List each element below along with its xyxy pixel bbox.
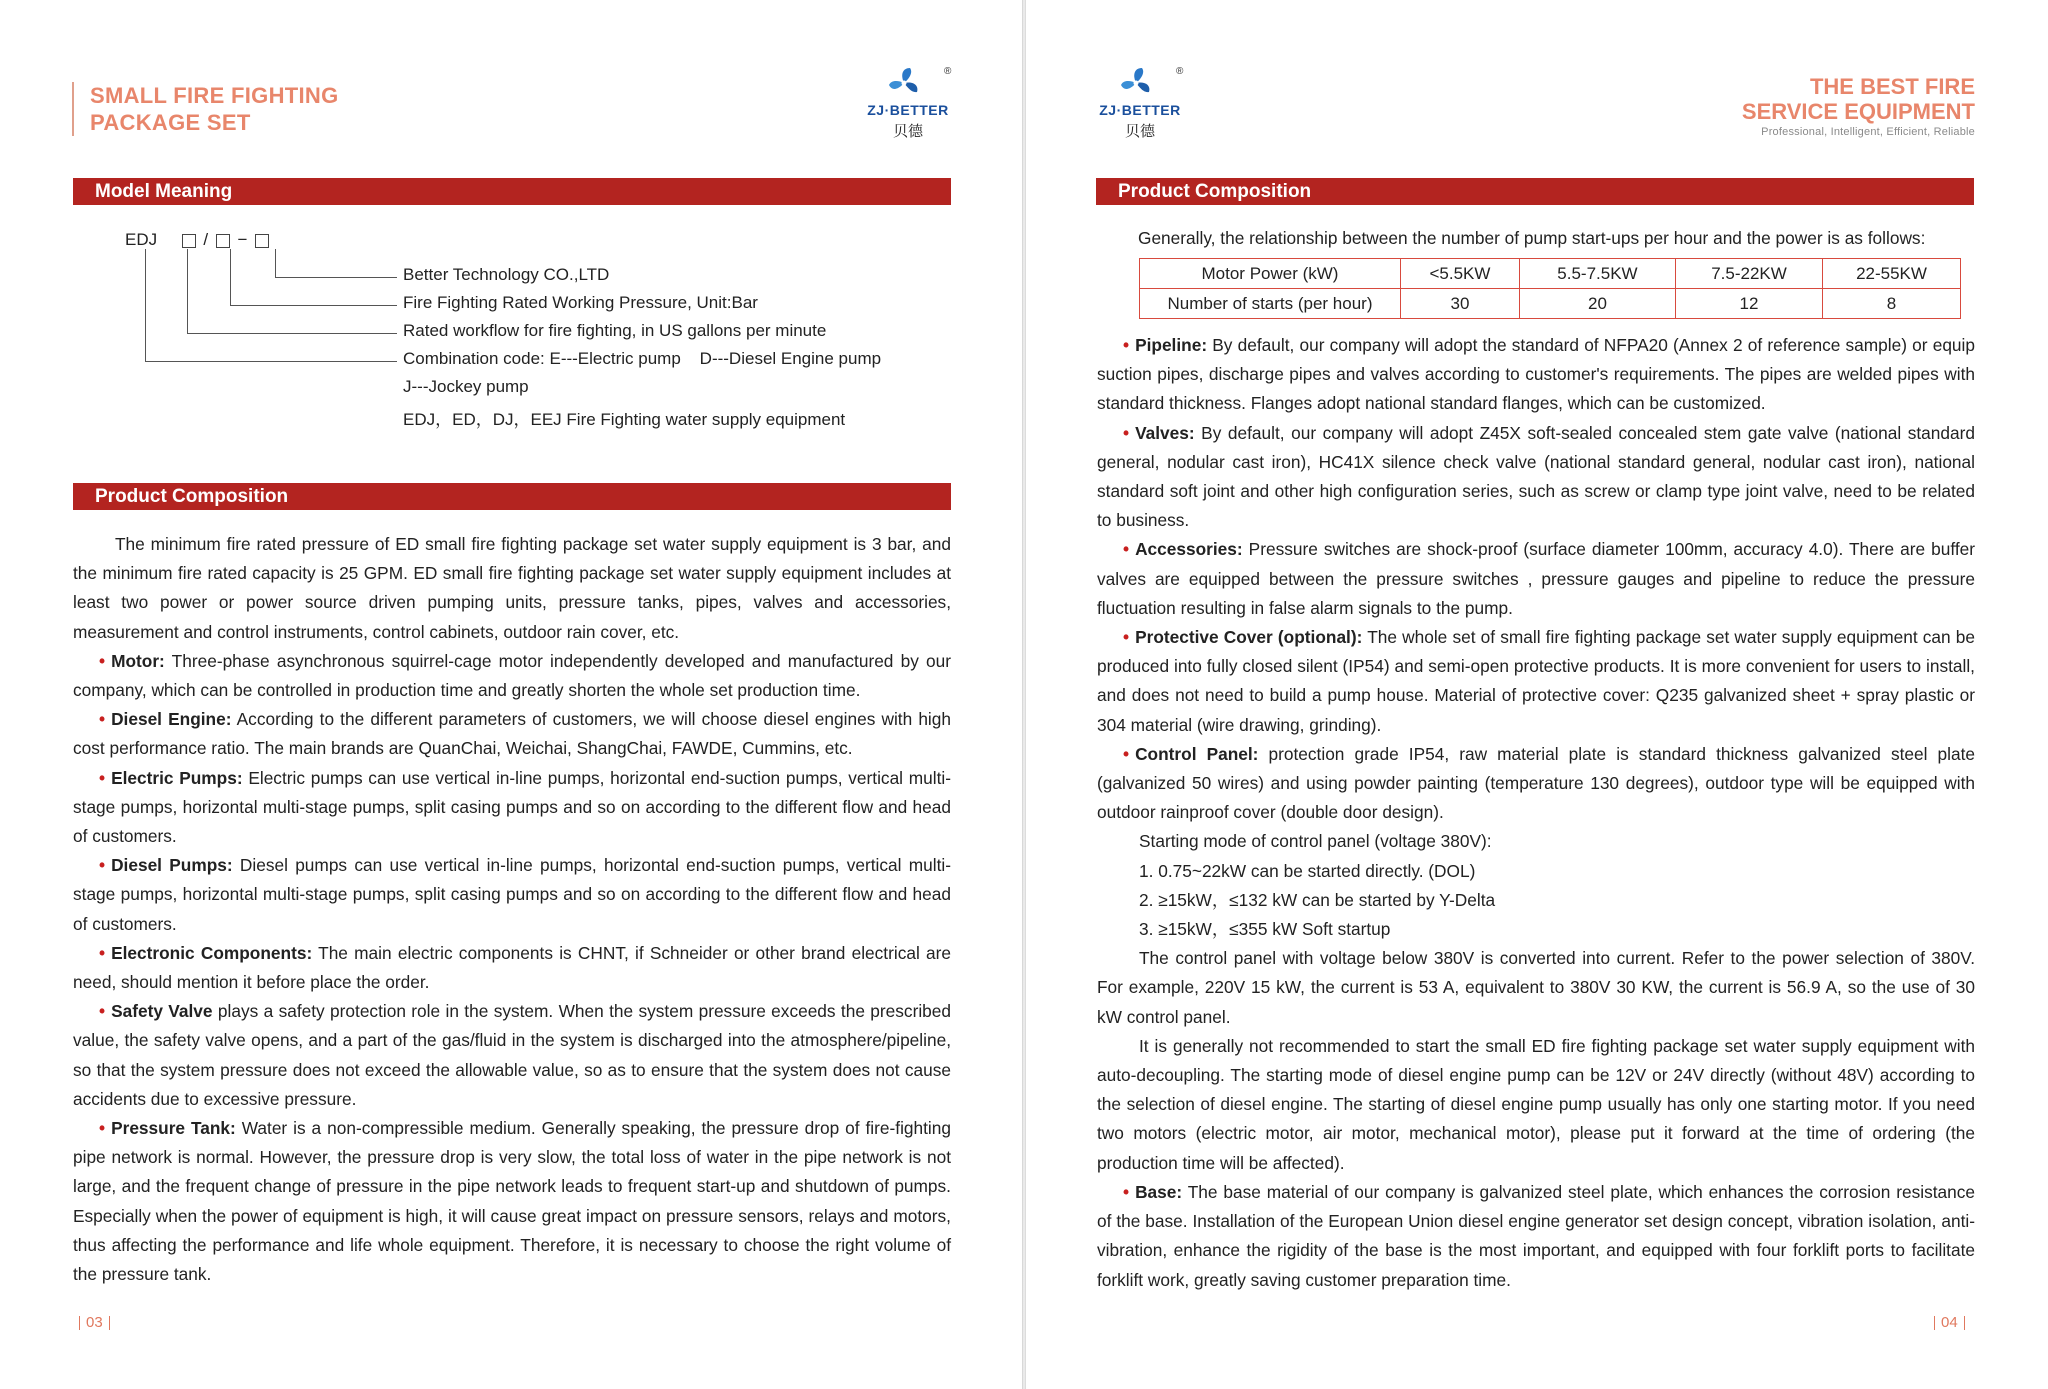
bullet-label: Protective Cover (optional): — [1135, 627, 1363, 648]
bullet-text: The base material of our company is galvanized steel plate, which enhances the corrosion resistance of the base. Installation of the European Union diesel engine generator set design concept, vibration isolation, anti-vibration, enhance the rigidity of the base is the most important, and equipped with four forklift ports to facilitate forklift work, greatly saving customer preparation time. — [1097, 1181, 1975, 1290]
model-label: Combination code: E---Electric pump D---Diesel Engine pump — [403, 349, 882, 368]
bullet-text: By default, our company will adopt Z45X soft-sealed concealed stem gate valve (national standard general, nodular cast iron), HC41X silence check valve (national standard general, nodular cast iron), national standard soft joint and other high configuration series, such as screw or clamp type joint valve, need to be related to business. — [1097, 422, 1975, 531]
paragraph: The control panel with voltage below 380V is converted into current. Refer to the power selection of 380V. For example, 220V 15 kW, the current is 53 A, equivalent to 380V 30 KW, the current is 56.9 A, so the use of 30 kW control panel. — [1097, 948, 1975, 1027]
table-cell: 7.5-22KW — [1676, 259, 1823, 289]
bullet-text: Water is a non-compressible medium. Generally speaking, the pressure drop of fire-fighting pipe network is normal. However, the pressure drop is very slow, the total loss of water in the pipe network is not large, and the frequent change of pressure in the pipe network leads to frequent start-up and shutdown of pumps. Especially when the power of equipment is high, it will cause great impact on pressure sensors, relays and motors, thus affecting the performance and life whole equipment. Therefore, it is necessary to choose the right volume of the pressure tank. — [73, 1118, 951, 1285]
left-body-text — [73, 530, 951, 1289]
bullet-dot-icon: • — [99, 709, 106, 730]
leader-line — [187, 249, 188, 333]
model-label: Better Technology CO.,LTD — [403, 265, 610, 284]
section-bar-model-meaning: Model Meaning — [73, 178, 951, 205]
bullet-item — [73, 647, 951, 705]
bullet-item — [73, 997, 951, 1114]
bullet-item — [73, 939, 951, 997]
table-header-cell: Motor Power (kW) — [1140, 259, 1401, 289]
table-cell: 8 — [1823, 289, 1961, 319]
page-number-value: 04 — [1941, 1314, 1958, 1331]
bullet-item — [1097, 535, 1975, 623]
bullet-label: Electronic Components: — [111, 942, 313, 963]
table-intro: Generally, the relationship between the number of pump start-ups per hour and the power is as follows: — [1138, 228, 1926, 248]
bullet-label: Pipeline: — [1135, 335, 1208, 355]
bullet-item — [73, 764, 951, 852]
bullet-dot-icon: • — [99, 1001, 106, 1022]
power-starts-table — [1139, 258, 1961, 319]
bullet-text: Three-phase asynchronous squirrel-cage motor independently developed and manufactured by our company, which can be controlled in production time and greatly shorten the whole set production time. — [73, 650, 951, 701]
bullet-text: protection grade IP54, raw material plate is standard thickness galvanized steel plate (galvanized 50 wires) and using powder painting (temperature 130 degrees), outdoor type will be equipped with outdoor rainproof cover (double door design). — [1097, 743, 1975, 823]
bullet-text: The main electric components is CHNT, if Schneider or other brand electrical are need, should mention it before place the order. — [73, 942, 951, 993]
logo-brand-cn: 贝德 — [892, 122, 923, 140]
logo-brand: ZJ·BETTER — [867, 102, 949, 118]
bullet-item — [73, 1114, 951, 1289]
table-cell: 22-55KW — [1823, 259, 1961, 289]
page-number — [1928, 1314, 1971, 1331]
fan-logo-icon — [886, 66, 922, 100]
bullet-label: Diesel Pumps: — [111, 855, 233, 876]
leader-line — [275, 277, 397, 278]
model-code-box — [255, 234, 269, 248]
bullet-dot-icon: • — [1123, 1181, 1130, 1202]
header-title-line: THE BEST FIRE — [1809, 74, 1975, 99]
model-code-box — [216, 234, 230, 248]
header-title-line: PACKAGE SET — [90, 110, 251, 135]
leader-line — [230, 249, 231, 305]
bullet-dot-icon: • — [1123, 335, 1130, 355]
leader-line — [230, 305, 397, 306]
start-mode-line: 2. ≥15kW，≤132 kW can be started by Y-Delta — [1139, 889, 1496, 910]
bullet-dot-icon: • — [99, 650, 106, 671]
leader-line — [275, 249, 276, 277]
start-mode-line: Starting mode of control panel (voltage 380V): — [1139, 831, 1492, 852]
section-bar-product-composition: Product Composition — [73, 483, 951, 510]
bullet-dot-icon: • — [1123, 539, 1130, 560]
header-title-line: SMALL FIRE FIGHTING — [90, 83, 339, 108]
bullet-label: Diesel Engine: — [111, 709, 232, 730]
bullet-label: Control Panel: — [1135, 743, 1259, 764]
registered-mark: ® — [1176, 66, 1184, 77]
left-header-title — [72, 82, 339, 136]
bullet-item — [1097, 623, 1975, 740]
table-cell: 30 — [1401, 289, 1520, 319]
model-label: J---Jockey pump — [403, 377, 529, 396]
page-number-value: 03 — [86, 1314, 103, 1331]
table-cell: 5.5-7.5KW — [1519, 259, 1675, 289]
bullet-text: By default, our company will adopt the standard of NFPA20 (Annex 2 of reference sample) or equip suction pipes, discharge pipes and valves according to customer's requirements. The pipes are welded pipes with standard thickness. Flanges adopt national standard flanges, which can be customized. — [1097, 335, 1975, 414]
model-label: EDJ，ED，DJ，EEJ Fire Fighting water supply equipment — [403, 410, 846, 429]
leader-line — [145, 361, 397, 362]
bullet-label: Electric Pumps: — [111, 767, 243, 788]
bullet-dot-icon: • — [99, 1118, 106, 1139]
bullet-item — [1097, 331, 1975, 419]
bullet-text: According to the different parameters of customers, we will choose diesel engines with high cost performance ratio. The main brands are QuanChai, Weichai, ShangChai, FAWDE, Cummins, etc. — [73, 709, 951, 759]
page-number-divider — [79, 1316, 80, 1330]
fan-logo-icon — [1118, 66, 1154, 100]
right-body-text — [1097, 331, 1975, 1295]
bullet-item — [73, 851, 951, 939]
bullet-label: Accessories: — [1135, 539, 1243, 560]
model-code-prefix: EDJ — [125, 230, 158, 249]
table-row — [1140, 289, 1961, 319]
start-mode-line: 1. 0.75~22kW can be started directly. (DOL) — [1139, 860, 1476, 881]
header-subtitle: Professional, Intelligent, Efficient, Reliable — [1761, 126, 1975, 138]
right-header — [1742, 74, 1975, 138]
model-code-sep: / — [203, 230, 209, 249]
page-number — [73, 1314, 116, 1331]
start-mode-line: 3. ≥15kW，≤355 kW Soft startup — [1139, 919, 1391, 940]
bullet-dot-icon: • — [99, 767, 106, 788]
model-code — [125, 230, 272, 250]
intro-paragraph: The minimum fire rated pressure of ED small fire fighting package set water supply equipment is 3 bar, and the minimum fire rated capacity is 25 GPM. ED small fire fighting package set water supply equipment includes at least two power or power source driven pumping units, pressure tanks, pipes, valves and accessories, measurement and control instruments, control cabinets, outdoor rain cover, etc. — [73, 534, 951, 642]
page-number-divider — [1964, 1316, 1965, 1330]
left-page — [0, 0, 1022, 1389]
bullet-label: Pressure Tank: — [111, 1118, 236, 1139]
table-cell: <5.5KW — [1401, 259, 1520, 289]
leader-line — [145, 249, 146, 361]
paragraph: It is generally not recommended to start the small ED fire fighting package set water supply equipment with auto-decoupling. The starting mode of diesel engine pump can be 12V or 24V directly (without 48V) according to the selection of diesel engine. The starting of diesel engine pump usually has only one starting motor. If you need two motors (electric motor, air motor, mechanical motor), please put it forward at the time of ordering (the production time will be affected). — [1097, 1035, 1975, 1173]
table-cell: 12 — [1676, 289, 1823, 319]
model-code-box — [182, 234, 196, 248]
page-number-divider — [109, 1316, 110, 1330]
table-header-cell: Number of starts (per hour) — [1140, 289, 1401, 319]
bullet-text: plays a safety protection role in the system. When the system pressure exceeds the prescribed value, the safety valve opens, and a part of the gas/fluid in the system is discharged into the atmosphere/pipeline, so that the system pressure does not exceed the allowable value, so as to ensure that the system does not cause accidents due to excessive pressure. — [73, 1001, 951, 1109]
page-number-divider — [1934, 1316, 1935, 1330]
bullet-dot-icon: • — [99, 855, 106, 876]
table-row — [1140, 259, 1961, 289]
company-logo — [1094, 66, 1186, 146]
registered-mark: ® — [944, 66, 952, 77]
logo-brand-cn: 贝德 — [1124, 122, 1155, 140]
bullet-text: Diesel pumps can use vertical in-line pumps, horizontal end-suction pumps, vertical multi-stage pumps, horizontal multi-stage pumps, split casing pumps and so on according to the different flow and head of customers. — [73, 855, 951, 934]
bullet-text: Electric pumps can use vertical in-line pumps, horizontal end-suction pumps, vertical multi-stage pumps, horizontal multi-stage pumps, split casing pumps and so on according to the different flow and head of customers. — [73, 767, 951, 847]
section-bar-product-composition: Product Composition — [1096, 178, 1974, 205]
bullet-dot-icon: • — [99, 942, 106, 963]
company-logo — [862, 66, 954, 146]
bullet-label: Valves: — [1135, 422, 1195, 443]
bullet-item — [1097, 1178, 1975, 1295]
model-label: Fire Fighting Rated Working Pressure, Unit:Bar — [403, 293, 758, 312]
bullet-label: Base: — [1135, 1181, 1183, 1202]
model-label: Rated workflow for fire fighting, in US gallons per minute — [403, 321, 827, 340]
bullet-label: Safety Valve — [111, 1001, 213, 1022]
bullet-item — [1097, 419, 1975, 536]
leader-line — [187, 333, 397, 334]
bullet-dot-icon: • — [1123, 627, 1130, 648]
logo-brand: ZJ·BETTER — [1099, 102, 1181, 118]
bullet-label: Motor: — [111, 650, 165, 671]
table-cell: 20 — [1519, 289, 1675, 319]
bullet-dot-icon: • — [1123, 743, 1130, 764]
bullet-item — [1097, 740, 1975, 828]
bullet-text: The whole set of small fire fighting package set water supply equipment can be produced into fully closed silent (IP54) and semi-open protective products. It is more convenient for users to install, and does not need to build a pump house. Material of protective cover: Q235 galvanized sheet + spray plastic or 304 material (wire drawing, grinding). — [1097, 627, 1976, 735]
header-title-line: SERVICE EQUIPMENT — [1741, 99, 1975, 124]
bullet-text: Pressure switches are shock-proof (surface diameter 100mm, accuracy 4.0). There are buffer valves are equipped between the pressure switches , pressure gauges and pipeline to reduce the pressure fluctuation resulting in false alarm signals to the pump. — [1097, 539, 1975, 618]
bullet-dot-icon: • — [1123, 422, 1130, 443]
model-code-sep: − — [237, 230, 248, 249]
bullet-item — [73, 705, 951, 763]
